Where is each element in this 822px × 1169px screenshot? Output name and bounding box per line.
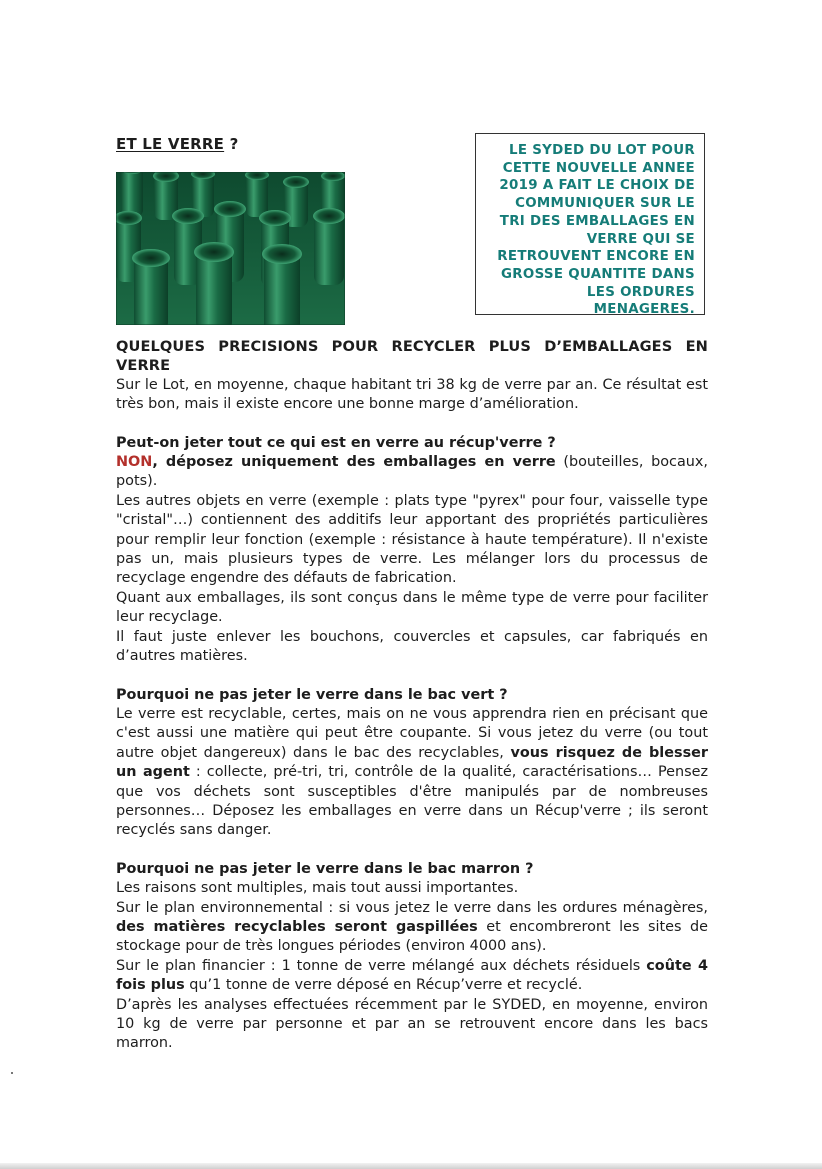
highlight-line: COMMUNIQUER SUR LE bbox=[515, 196, 695, 212]
highlight-line: VERRE QUI SE bbox=[586, 231, 695, 247]
scan-speck bbox=[11, 1072, 13, 1074]
highlight-line: LE SYDED DU LOT POUR bbox=[509, 143, 695, 158]
highlight-line: MENAGERES. bbox=[593, 302, 695, 318]
highlight-box bbox=[475, 133, 705, 318]
bold-blesser-agent: vous risquez de blesser un agent bbox=[116, 744, 708, 781]
paragraph-raisons: Les raisons sont multiples, mais tout aussi importantes. bbox=[116, 880, 519, 897]
highlight-line: CETTE NOUVELLE ANNEE bbox=[502, 160, 695, 176]
bold-coute: coûte 4 fois plus bbox=[116, 957, 708, 994]
highlight-line: TRI DES EMBALLAGES EN bbox=[499, 213, 695, 229]
bold-gaspillees: des matières recyclables seront gaspillées bbox=[116, 918, 478, 935]
section-heading-precisions: QUELQUES PRECISIONS POUR RECYCLER PLUS D’EMBALLAGES EN VERRE bbox=[116, 338, 708, 375]
paragraph-environnemental bbox=[116, 899, 708, 957]
paragraph-financier bbox=[116, 957, 708, 996]
title-text: ET LE VERRE bbox=[116, 135, 225, 153]
green-glass-bottles-image bbox=[116, 172, 345, 325]
document-body bbox=[116, 337, 708, 1054]
section-heading-bac-marron: Pourquoi ne pas jeter le verre dans le bac marron ? bbox=[116, 860, 534, 877]
paragraph-bac-vert bbox=[116, 705, 708, 841]
section-heading-recup-verre: Peut-on jeter tout ce qui est en verre au récup'verre ? bbox=[116, 434, 556, 451]
bold-emballages: , déposez uniquement des emballages en verre bbox=[152, 454, 556, 471]
highlight-line: RETROUVENT ENCORE EN bbox=[497, 249, 695, 265]
text-recycle: qu’1 tonne de verre déposé en Récup’verre et recyclé. bbox=[184, 977, 583, 994]
text-env: Sur le plan environnemental : si vous jetez le verre dans les ordures ménagères, bbox=[116, 899, 708, 916]
highlight-line: GROSSE QUANTITE DANS bbox=[501, 266, 695, 282]
bottles-illustration bbox=[116, 172, 345, 325]
text-fin: Sur le plan financier : 1 tonne de verre mélangé aux déchets résiduels bbox=[116, 957, 647, 974]
title-suffix: ? bbox=[224, 135, 239, 153]
paragraph-autres-objets: Les autres objets en verre (exemple : plats type "pyrex" pour four, vaisselle type "cristal"…) contiennent des additifs leur apportant des propriétés particulières pour remplir leur fonction (exemple : résistance à haute température). Il n'existe pas un, mais plusieurs types de verre. Les mélanger lors du processus de recyclage engendre des défauts de fabrication. bbox=[116, 492, 708, 587]
paragraph-emballages: Quant aux emballages, ils sont conçus dans le même type de verre pour faciliter leur recyclage. bbox=[116, 589, 708, 626]
front-row-bottles bbox=[132, 242, 302, 325]
text-collecte: : collecte, pré-tri, tri, contrôle de la qualité, caractérisations… Pensez que vos déchets sont susceptibles d'être manipulés par de nombreuses personnes… Déposez les emballages en verre dans un Récup'verre ; ils seront recyclés sans danger. bbox=[116, 764, 709, 839]
text-stockage: et encombreront les sites de stockage pour de très longues périodes (environ 4000 ans). bbox=[116, 918, 708, 955]
text-bouteilles: (bouteilles, bocaux, pots). bbox=[116, 454, 708, 490]
paragraph-bouchons: Il faut juste enlever les bouchons, couvercles et capsules, car fabriqués en d’autres matières. bbox=[116, 628, 708, 665]
section-heading-bac-vert: Pourquoi ne pas jeter le verre dans le bac vert ? bbox=[116, 686, 508, 703]
paragraph-average: Sur le Lot, en moyenne, chaque habitant tri 38 kg de verre par an. Ce résultat est très bon, mais il existe encore une bonne marge d’amélioration. bbox=[116, 376, 708, 413]
non-emphasis: NON bbox=[116, 454, 153, 471]
section-title bbox=[116, 135, 238, 153]
paragraph-analyses: D’après les analyses effectuées récemment par le SYDED, en moyenne, environ 10 kg de verre par personne et par an se retrouvent encore dans les bacs marron. bbox=[116, 996, 708, 1052]
text-coupante: Le verre est recyclable, certes, mais on ne vous apprendra rien en précisant que c'est aussi une matière qui peut être coupante. Si vous jetez du verre (ou tout autre objet dangereux) dans le bac des recyclables, bbox=[116, 705, 708, 761]
highlight-line: 2019 A FAIT LE CHOIX DE bbox=[499, 178, 695, 194]
page-bottom-edge bbox=[0, 1163, 822, 1169]
highlight-line: LES ORDURES bbox=[586, 284, 695, 300]
paragraph-non bbox=[116, 453, 708, 492]
